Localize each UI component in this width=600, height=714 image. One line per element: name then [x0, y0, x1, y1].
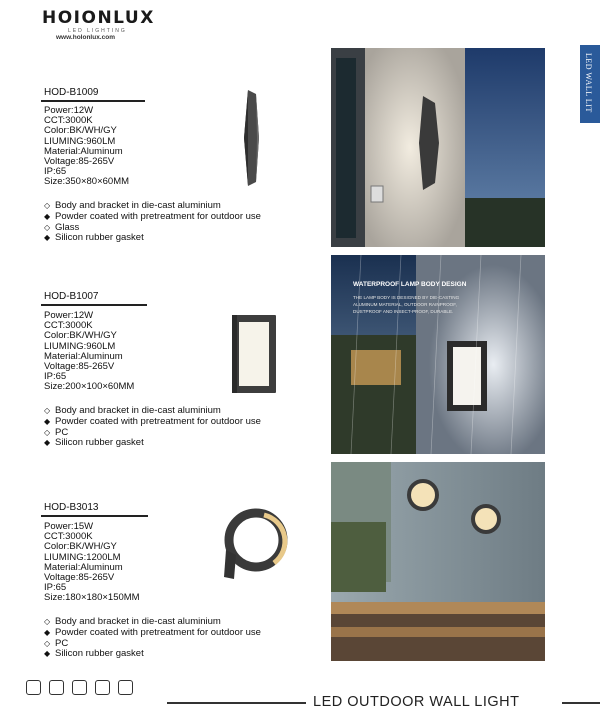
spec-power: Power:12W [44, 105, 94, 116]
feature-item [44, 417, 261, 428]
product-code-rule [41, 100, 145, 102]
product-code: HOD-B1009 [44, 87, 99, 98]
spec-voltage: Voltage:85-265V [44, 361, 115, 373]
spec-material: Material:Aluminum [44, 145, 123, 157]
product-image-hod-b1007 [230, 313, 278, 395]
feature-bullet: ◆ [44, 211, 51, 221]
feature-text: Silicon rubber gasket [55, 648, 144, 660]
product-features [44, 201, 261, 244]
feature-text: Body and bracket in die-cast aluminium [55, 616, 221, 627]
spec-color: Color:BK/WH/GY [44, 541, 117, 553]
brand-url: www.holonlux.com [56, 34, 115, 41]
promo-body-line: ALUMINUM MATERIAL, OUTDOOR RAINPROOF, [353, 302, 457, 307]
side-category-tab [580, 45, 600, 123]
scene-photo-hod-b1007 [331, 255, 545, 454]
led-chip-icon [72, 680, 87, 695]
spec-lumen: LIUMING:1200LM [44, 551, 121, 563]
product-features [44, 617, 261, 660]
feature-bullet: ◇ [44, 427, 51, 437]
spec-ip: IP:65 [44, 582, 67, 594]
feature-item [44, 438, 261, 449]
spec-cct: CCT:3000K [44, 531, 93, 543]
dimmable-icon [26, 680, 41, 695]
spec-color: Color:BK/WH/GY [44, 125, 117, 137]
brand-subtitle: LED LIGHTING [68, 28, 127, 34]
spec-size: Size:350×80×60MM [44, 176, 130, 188]
product-code-rule [41, 515, 148, 517]
bulb-icon [95, 680, 110, 695]
spec-ip: IP:65 [44, 166, 67, 178]
product-code-rule [41, 304, 147, 306]
feature-bullet: ◇ [44, 638, 51, 648]
product-specs [44, 522, 140, 604]
spec-ip: IP:65 [44, 371, 67, 383]
product-specs [44, 106, 129, 188]
spec-size: Size:200×100×60MM [44, 381, 135, 393]
brand-logo [42, 8, 162, 42]
feature-text: PC [55, 637, 69, 649]
spec-color: Color:BK/WH/GY [44, 330, 117, 342]
feature-text: Powder coated with pretreatment for outdoor use [55, 210, 261, 222]
footer-title: LED OUTDOOR WALL LIGHT [313, 694, 520, 710]
feature-bullet: ◆ [44, 438, 51, 448]
spec-voltage: Voltage:85-265V [44, 572, 115, 584]
feature-item [44, 233, 261, 244]
product-image-hod-b1009 [236, 88, 266, 188]
footer-rule-right [562, 702, 600, 704]
product-code: HOD-B1007 [44, 291, 99, 302]
feature-text: Body and bracket in die-cast aluminium [55, 405, 221, 416]
spec-power: Power:15W [44, 521, 94, 532]
tree-icon [49, 680, 64, 695]
feature-item [44, 649, 261, 660]
footer-rule-left [167, 702, 306, 704]
feature-bullet: ◇ [44, 617, 51, 626]
feature-text: Powder coated with pretreatment for outdoor use [55, 626, 261, 638]
product-image-hod-b3013 [212, 505, 292, 585]
feature-bullet: ◇ [44, 222, 51, 232]
brand-name: HOIONLUX [42, 8, 155, 28]
feature-bullet: ◇ [44, 406, 51, 415]
feature-text: Silicon rubber gasket [55, 232, 144, 244]
spec-voltage: Voltage:85-265V [44, 156, 115, 168]
feature-bullet: ◆ [44, 233, 51, 243]
spec-material: Material:Aluminum [44, 561, 123, 573]
spec-cct: CCT:3000K [44, 320, 93, 332]
feature-item [44, 628, 261, 639]
feature-bullet: ◆ [44, 416, 51, 426]
spec-lumen: LIUMING:960LM [44, 340, 116, 352]
spec-material: Material:Aluminum [44, 350, 123, 362]
certification-icons [26, 680, 133, 695]
product-specs [44, 311, 134, 393]
feature-text: Powder coated with pretreatment for outdoor use [55, 415, 261, 427]
spec-power: Power:12W [44, 310, 94, 321]
spec-size: Size:180×180×150MM [44, 592, 140, 604]
spec-lumen: LIUMING:960LM [44, 135, 116, 147]
promo-body-line: THE LAMP BODY IS DESIGNED BY DIE-CASTING [353, 295, 460, 300]
feature-text: PC [55, 426, 69, 438]
scene-photo-hod-b1009 [331, 48, 545, 247]
feature-text: Silicon rubber gasket [55, 437, 144, 449]
promo-body-line: DUSTPROOF AND INSECT-PROOF, DURABLE. [353, 309, 454, 314]
feature-bullet: ◆ [44, 649, 51, 659]
product-features [44, 406, 261, 449]
spec-cct: CCT:3000K [44, 115, 93, 127]
feature-bullet: ◇ [44, 201, 51, 210]
promo-title: WATERPROOF LAMP BODY DESIGN [353, 281, 467, 288]
feature-text: Body and bracket in die-cast aluminium [55, 200, 221, 211]
ip-rating-icon [118, 680, 133, 695]
feature-bullet: ◆ [44, 627, 51, 637]
side-tab-label: LED WALL LIT [584, 53, 593, 113]
feature-text: Glass [55, 221, 80, 233]
product-code: HOD-B3013 [44, 502, 99, 513]
scene-photo-hod-b3013 [331, 462, 545, 661]
